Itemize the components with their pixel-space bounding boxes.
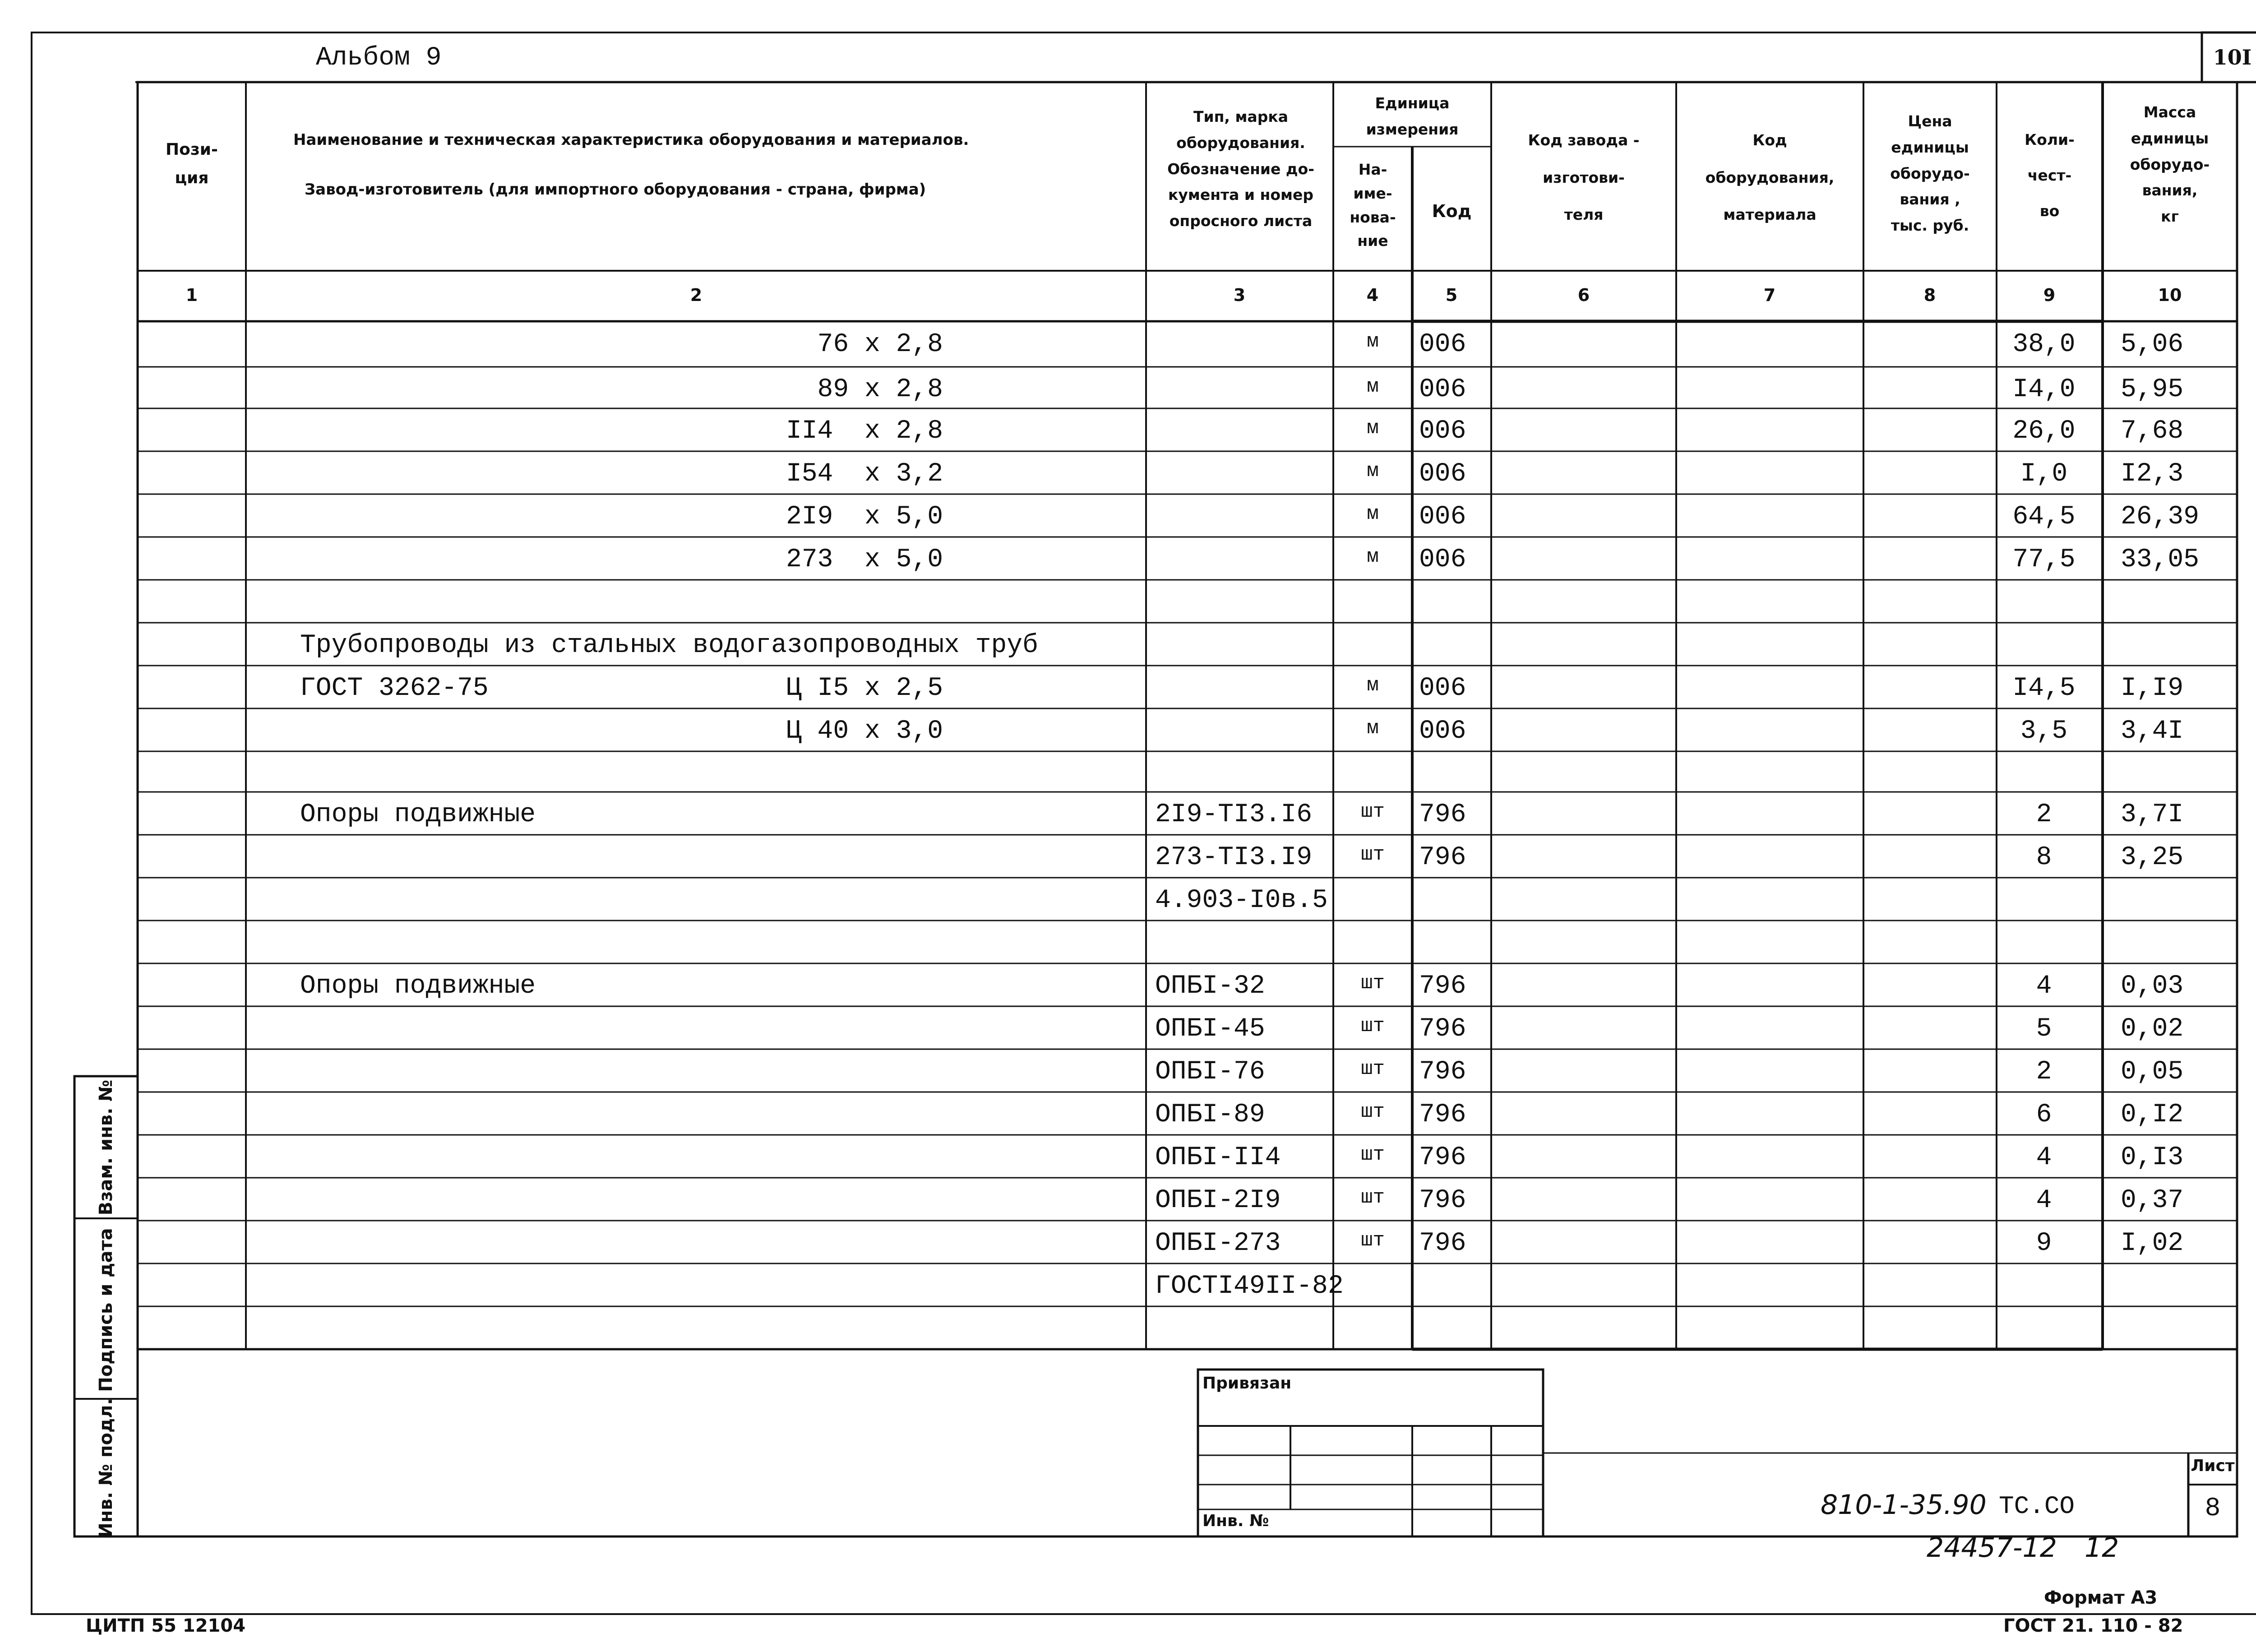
- item-spec: Ц I5 x 2,5: [786, 674, 943, 703]
- item-quantity: 5: [2036, 1014, 2052, 1044]
- item-type: ОПБI-II4: [1155, 1143, 1281, 1172]
- item-unit: шт: [1361, 843, 1385, 866]
- item-mass: 3,25: [2121, 843, 2184, 872]
- item-mass: 5,95: [2121, 375, 2184, 404]
- item-mass: 3,7I: [2121, 800, 2184, 829]
- column-number: 3: [1233, 285, 1246, 305]
- item-spec: II4 x 2,8: [786, 416, 943, 446]
- item-quantity: 6: [2036, 1100, 2052, 1129]
- stamp-doc-suffix: ТС.СО: [1999, 1492, 2075, 1521]
- item-spec: 2I9 x 5,0: [786, 502, 943, 532]
- item-spec: Ц 40 x 3,0: [786, 717, 943, 746]
- item-unit-code: 796: [1419, 1143, 1466, 1172]
- item-mass: I,I9: [2121, 674, 2184, 703]
- item-spec: 89 x 2,8: [817, 375, 943, 404]
- item-unit-code: 006: [1419, 375, 1466, 404]
- item-type: ОПБI-89: [1155, 1100, 1265, 1129]
- header-mass: Масса единицы оборудо- вания, кг: [2130, 103, 2210, 225]
- item-type: 4.903-I0в.5: [1155, 886, 1328, 915]
- item-type: ОПБI-32: [1155, 972, 1265, 1001]
- item-quantity: 64,5: [2012, 502, 2076, 532]
- side-label-signature-date: Подпись и дата: [96, 1228, 116, 1392]
- item-quantity: 8: [2036, 843, 2052, 872]
- item-mass: 26,39: [2121, 502, 2200, 532]
- item-mass: 0,I3: [2121, 1143, 2184, 1172]
- footer-gost: ГОСТ 21. 110 - 82: [2003, 1615, 2183, 1636]
- item-unit-code: 796: [1419, 843, 1466, 872]
- item-quantity: 4: [2036, 1186, 2052, 1215]
- item-unit-code: 796: [1419, 1100, 1466, 1129]
- item-unit: м: [1367, 546, 1379, 568]
- header-equipment-code: Код оборудования, материала: [1705, 131, 1835, 223]
- item-spec: I54 x 3,2: [786, 459, 943, 489]
- album-title: Альбом 9: [316, 43, 442, 73]
- item-unit: шт: [1361, 1015, 1385, 1037]
- item-quantity: 4: [2036, 972, 2052, 1001]
- item-unit: шт: [1361, 801, 1385, 823]
- column-number: 10: [2158, 285, 2182, 305]
- column-number: 6: [1577, 285, 1590, 305]
- item-quantity: I4,0: [2012, 375, 2076, 404]
- column-number: 1: [185, 285, 198, 305]
- item-unit-code: 006: [1419, 717, 1466, 746]
- item-unit-code: 796: [1419, 1229, 1466, 1258]
- sheet-corner-number: 10I: [2213, 45, 2252, 69]
- stamp-doc-code: 810-1-35.90: [1821, 1489, 1987, 1521]
- item-type: ГОСТI49II-82: [1155, 1272, 1344, 1301]
- item-spec: 273 x 5,0: [786, 545, 943, 574]
- header-unit: Единица измерения: [1366, 94, 1459, 138]
- item-mass: 0,03: [2121, 972, 2184, 1001]
- item-unit-code: 006: [1419, 459, 1466, 489]
- column-number: 2: [690, 285, 703, 305]
- item-unit: м: [1367, 460, 1379, 482]
- header-name-line1: Наименование и техническая характеристика оборудования и материалов.: [293, 131, 969, 149]
- item-quantity: 4: [2036, 1143, 2052, 1172]
- item-unit-code: 796: [1419, 1014, 1466, 1044]
- item-mass: 7,68: [2121, 416, 2184, 446]
- item-quantity: 2: [2036, 1057, 2052, 1087]
- header-type: Тип, марка оборудования. Обозначение до- кумента и номер опросного листа: [1167, 108, 1314, 230]
- item-unit: шт: [1361, 1058, 1385, 1080]
- item-unit: шт: [1361, 972, 1385, 995]
- item-unit-code: 006: [1419, 545, 1466, 574]
- item-unit: шт: [1361, 1143, 1385, 1166]
- column-number: 9: [2043, 285, 2056, 305]
- item-unit-code: 006: [1419, 502, 1466, 532]
- item-name: Трубопроводы из стальных водогазопроводных труб: [300, 631, 1038, 660]
- header-name-line2: Завод-изготовитель (для импортного оборудования - страна, фирма): [305, 180, 926, 199]
- item-quantity: 3,5: [2020, 717, 2068, 746]
- item-mass: I2,3: [2121, 459, 2184, 489]
- item-mass: 0,05: [2121, 1057, 2184, 1087]
- item-spec: 76 x 2,8: [817, 330, 943, 359]
- item-quantity: 38,0: [2012, 330, 2076, 359]
- item-unit-code: 796: [1419, 1057, 1466, 1087]
- item-quantity: 2: [2036, 800, 2052, 829]
- item-quantity: 9: [2036, 1229, 2052, 1258]
- item-unit: м: [1367, 674, 1379, 697]
- item-quantity: I4,5: [2012, 674, 2076, 703]
- side-label-replaced-inv: Взам. инв. №: [96, 1079, 116, 1216]
- item-quantity: I,0: [2020, 459, 2068, 489]
- handwritten-number-2: 12: [2085, 1532, 2119, 1564]
- header-position: Пози- ция: [166, 140, 218, 187]
- item-unit-code: 796: [1419, 800, 1466, 829]
- item-name: Опоры подвижные: [300, 972, 536, 1001]
- item-unit: м: [1367, 417, 1379, 440]
- item-quantity: 26,0: [2012, 416, 2076, 446]
- item-mass: 0,37: [2121, 1186, 2184, 1215]
- item-mass: 0,I2: [2121, 1100, 2184, 1129]
- column-number: 4: [1366, 285, 1379, 305]
- item-mass: 5,06: [2121, 330, 2184, 359]
- item-unit-code: 796: [1419, 972, 1466, 1001]
- stamp-list-number: 8: [2205, 1494, 2221, 1523]
- header-plant-code: Код завода - изготови- теля: [1528, 131, 1640, 223]
- handwritten-number: 24457-12: [1927, 1532, 2057, 1564]
- item-type: 273-TI3.I9: [1155, 843, 1313, 872]
- column-number: 8: [1923, 285, 1936, 305]
- item-name: ГОСТ 3262-75: [300, 674, 489, 703]
- column-number: 7: [1763, 285, 1776, 305]
- item-unit-code: 006: [1419, 674, 1466, 703]
- item-type: ОПБI-45: [1155, 1014, 1265, 1044]
- header-price: Цена единицы оборудо- вания , тыс. руб.: [1890, 112, 1970, 234]
- column-number: 5: [1445, 285, 1458, 305]
- side-label-original-inv: Инв. № подл.: [96, 1398, 116, 1538]
- item-type: 2I9-TI3.I6: [1155, 800, 1313, 829]
- item-name: Опоры подвижные: [300, 800, 536, 829]
- item-unit: шт: [1361, 1101, 1385, 1123]
- item-mass: 0,02: [2121, 1014, 2184, 1044]
- item-quantity: 77,5: [2012, 545, 2076, 574]
- header-unit-code: Код: [1432, 201, 1472, 221]
- item-type: ОПБI-76: [1155, 1057, 1265, 1087]
- stamp-privyazan: Привязан: [1202, 1374, 1292, 1393]
- footer-format: Формат А3: [2044, 1587, 2158, 1608]
- item-unit: м: [1367, 375, 1379, 398]
- item-mass: 33,05: [2121, 545, 2200, 574]
- item-unit: шт: [1361, 1229, 1385, 1252]
- footer-registry: ЦИТП 55 12104: [86, 1615, 246, 1636]
- item-mass: 3,4I: [2121, 717, 2184, 746]
- item-unit: м: [1367, 503, 1379, 525]
- header-unit-name: На- име- нова- ние: [1350, 161, 1396, 250]
- item-unit: м: [1367, 330, 1379, 353]
- stamp-list-label: Лист: [2191, 1457, 2235, 1475]
- item-unit: м: [1367, 717, 1379, 740]
- item-unit-code: 006: [1419, 416, 1466, 446]
- stamp-inv-no: Инв. №: [1202, 1512, 1269, 1530]
- item-unit-code: 796: [1419, 1186, 1466, 1215]
- item-type: ОПБI-2I9: [1155, 1186, 1281, 1215]
- item-unit-code: 006: [1419, 330, 1466, 359]
- header-quantity: Коли- чест- во: [2025, 131, 2075, 220]
- item-mass: I,02: [2121, 1229, 2184, 1258]
- item-unit: шт: [1361, 1186, 1385, 1209]
- item-type: ОПБI-273: [1155, 1229, 1281, 1258]
